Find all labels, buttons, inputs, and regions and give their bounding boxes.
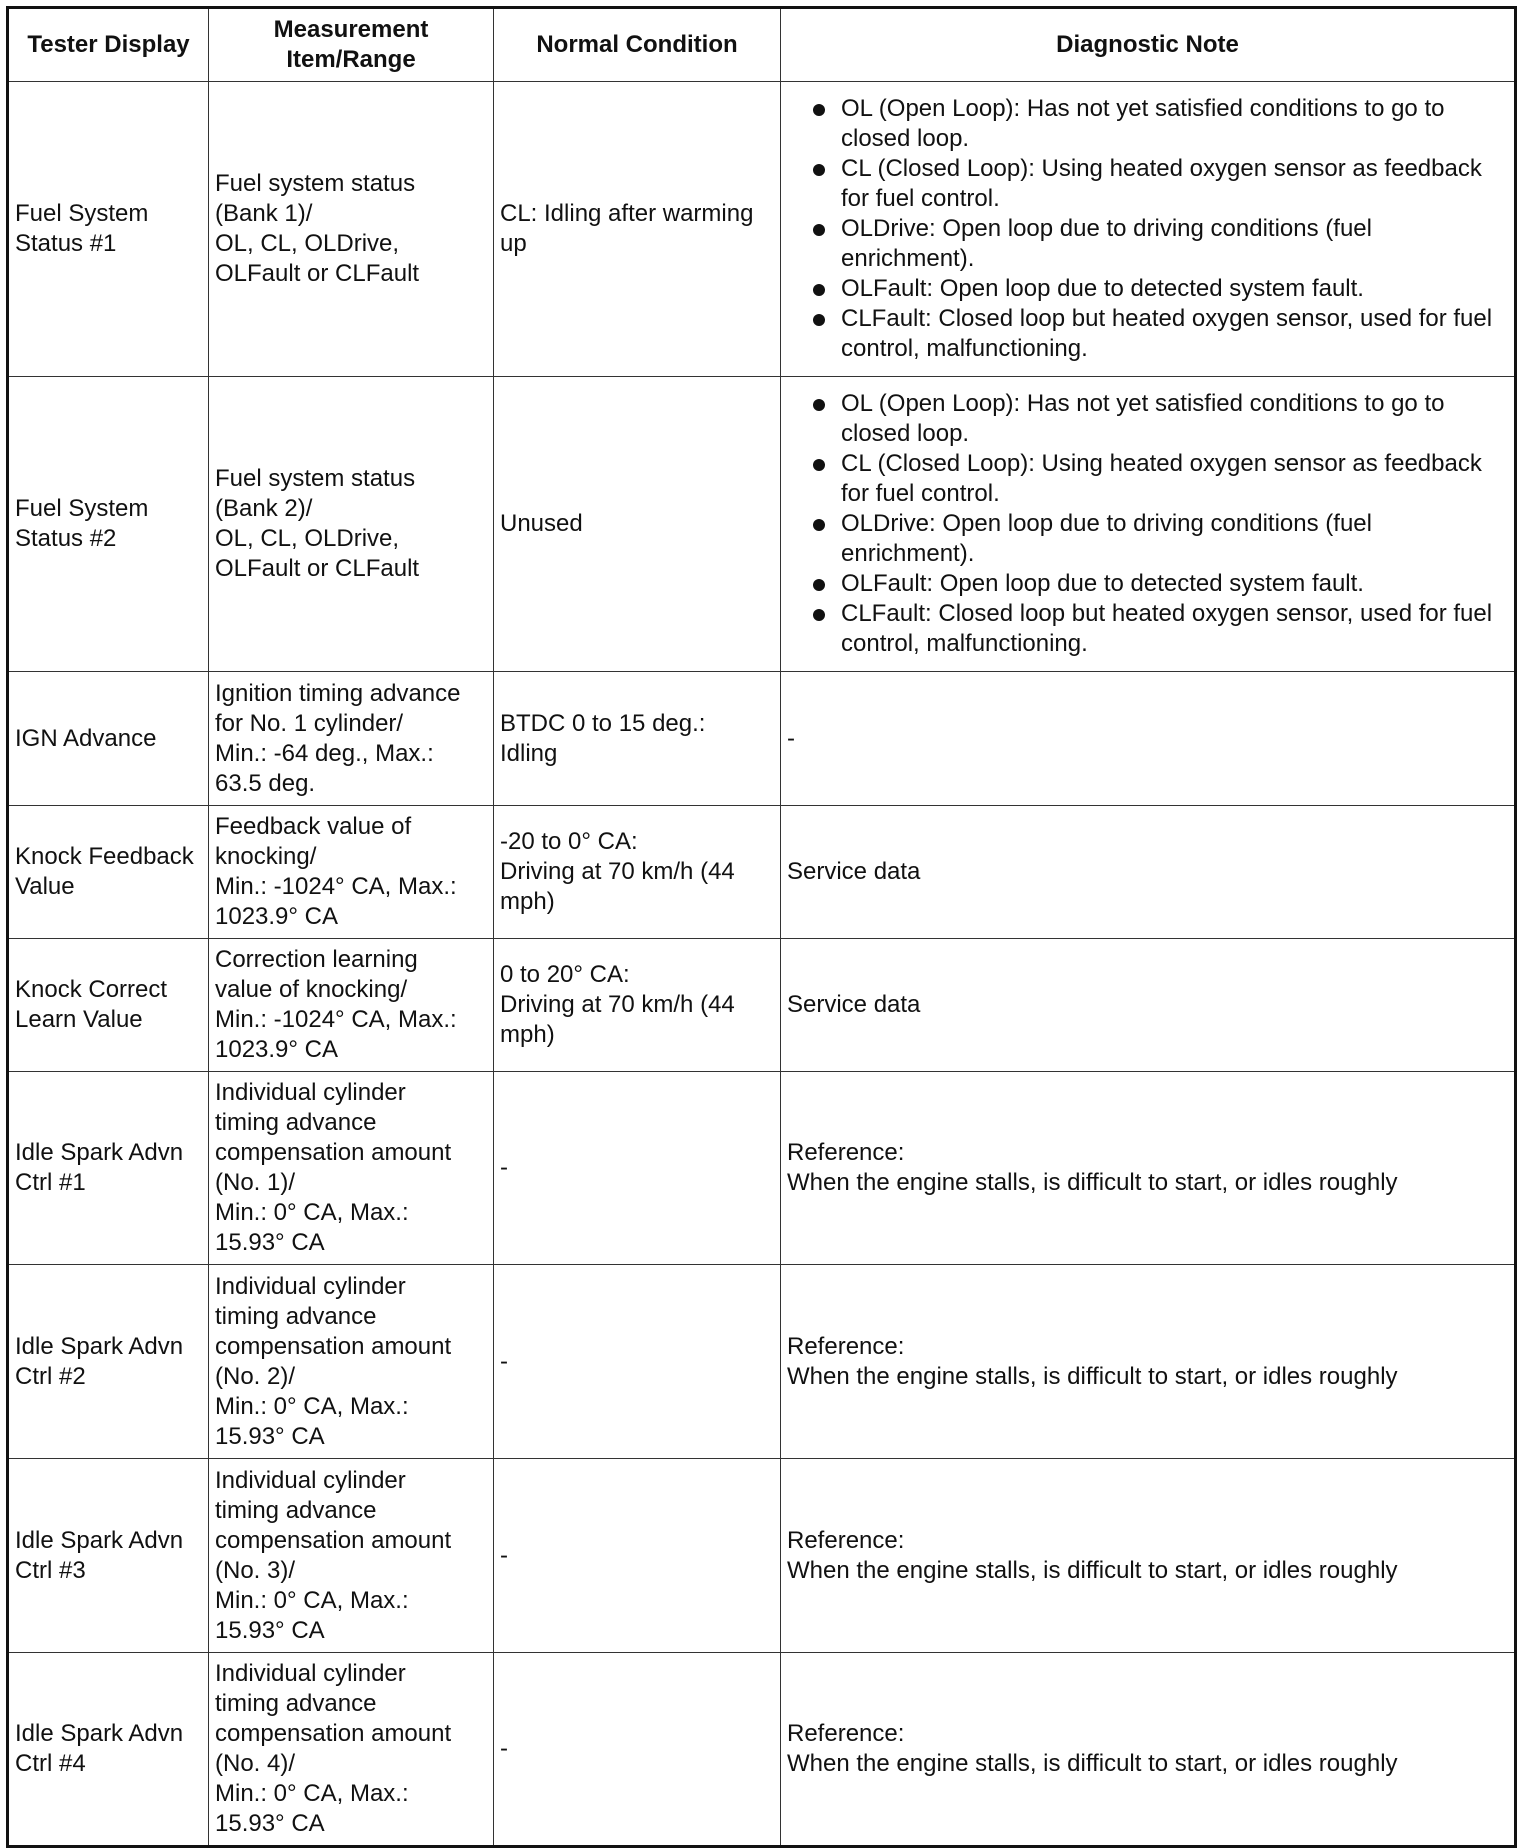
diagnostic-note-cell [781, 1072, 1516, 1265]
measurement-cell [209, 377, 494, 672]
table-row [8, 1072, 1516, 1265]
measurement-cell-line: Min.: 0° CA, Max.: [215, 1586, 409, 1614]
header-measurement [209, 8, 494, 82]
diagnostic-note-cell-line: Service data [787, 858, 921, 885]
measurement-cell-line: 15.93° CA [215, 1422, 325, 1450]
normal-condition-cell-line: mph) [500, 1021, 555, 1048]
diagnostic-note-cell-line: Reference: [787, 1332, 905, 1360]
diagnostic-note-item: CLFault: Closed loop but heated oxygen sensor, used for fuel control, malfunctioning. [805, 304, 1508, 364]
diagnostic-note-cell-line: Reference: [787, 1139, 905, 1166]
measurement-cell-line: Fuel system status [215, 465, 416, 492]
measurement-cell-line: 15.93° CA [215, 1616, 325, 1644]
diagnostic-note-item: OLDrive: Open loop due to driving conditions (fuel enrichment). [805, 214, 1508, 274]
normal-condition-cell [494, 939, 781, 1072]
measurement-cell-line: (No. 4)/ [215, 1750, 296, 1777]
diagnostic-note-cell [781, 1265, 1516, 1459]
diagnostic-note-list [787, 389, 1508, 659]
tester-display-cell [8, 82, 209, 377]
diagnostic-note-item: OLFault: Open loop due to detected system fault. [805, 274, 1508, 304]
normal-condition-cell-line: - [500, 1154, 508, 1181]
measurement-cell-line: (No. 2)/ [215, 1362, 296, 1390]
measurement-cell-line: 15.93° CA [215, 1229, 325, 1256]
diagnostic-note-item: CLFault: Closed loop but heated oxygen sensor, used for fuel control, malfunctioning. [805, 599, 1508, 659]
measurement-cell-line: Individual cylinder [215, 1466, 406, 1494]
tester-display-cell-line: Learn Value [15, 1006, 143, 1033]
tester-display-cell-line: Ctrl #3 [15, 1556, 86, 1584]
tester-display-cell [8, 1265, 209, 1459]
measurement-cell [209, 1653, 494, 1847]
diagnostic-note-cell-line: Service data [787, 991, 921, 1018]
measurement-cell [209, 672, 494, 806]
diagnostic-note-cell [781, 377, 1516, 672]
measurement-cell-line: compensation amount [215, 1720, 452, 1747]
normal-condition-cell-line: -20 to 0° CA: [500, 828, 638, 855]
measurement-cell-line: knocking/ [215, 843, 317, 870]
measurement-cell-line: OL, CL, OLDrive, [215, 525, 400, 552]
measurement-cell-line: Min.: 0° CA, Max.: [215, 1392, 409, 1420]
diagnostic-note-cell-line: Reference: [787, 1720, 905, 1747]
measurement-cell [209, 1459, 494, 1653]
measurement-cell-line: (Bank 1)/ [215, 200, 313, 227]
header-measurement-line2: Item/Range [286, 46, 416, 73]
diagnostic-note-cell [781, 939, 1516, 1072]
normal-condition-cell [494, 1653, 781, 1847]
measurement-cell-line: Min.: -1024° CA, Max.: [215, 1006, 457, 1033]
measurement-cell-line: Min.: -1024° CA, Max.: [215, 873, 457, 900]
normal-condition-cell-line: BTDC 0 to 15 deg.: [500, 709, 706, 737]
diagnostic-note-item: OL (Open Loop): Has not yet satisfied conditions to go to closed loop. [805, 389, 1508, 449]
normal-condition-cell-line: Driving at 70 km/h (44 [500, 858, 735, 885]
measurement-cell-line: 1023.9° CA [215, 1036, 339, 1063]
diagnostic-note-cell-line: When the engine stalls, is difficult to start, or idles roughly [787, 1556, 1398, 1584]
measurement-cell-line: 63.5 deg. [215, 769, 316, 797]
diagnostic-note-cell [781, 1459, 1516, 1653]
tester-display-cell-line: Status #1 [15, 230, 117, 257]
diagnostic-note-cell [781, 806, 1516, 939]
header-normal-condition: Normal Condition [494, 8, 781, 82]
tester-display-cell-line: Ctrl #4 [15, 1750, 86, 1777]
measurement-cell [209, 939, 494, 1072]
measurement-cell-line: timing advance [215, 1690, 377, 1717]
tester-display-cell-line: Ctrl #1 [15, 1169, 86, 1196]
header-measurement-line1: Measurement [273, 16, 429, 43]
measurement-cell-line: Feedback value of [215, 813, 412, 840]
normal-condition-cell-line: mph) [500, 888, 555, 915]
normal-condition-cell-line: 0 to 20° CA: [500, 961, 630, 988]
tester-display-cell [8, 672, 209, 806]
normal-condition-cell-line: - [500, 1735, 508, 1762]
diagnostic-note-item: CL (Closed Loop): Using heated oxygen sensor as feedback for fuel control. [805, 154, 1508, 214]
measurement-cell-line: timing advance [215, 1109, 377, 1136]
diagnostic-note-item: OLDrive: Open loop due to driving conditions (fuel enrichment). [805, 509, 1508, 569]
measurement-cell-line: Individual cylinder [215, 1079, 406, 1106]
measurement-cell-line: OL, CL, OLDrive, [215, 230, 400, 257]
tester-display-cell [8, 1072, 209, 1265]
measurement-cell-line: Min.: 0° CA, Max.: [215, 1780, 409, 1807]
measurement-cell-line: OLFault or CLFault [215, 555, 420, 582]
tester-display-cell [8, 1653, 209, 1847]
normal-condition-cell-line: CL: Idling after warming [500, 200, 754, 227]
measurement-cell-line: (No. 1)/ [215, 1169, 296, 1196]
header-row [8, 8, 1516, 82]
diagnostic-note-cell-line: When the engine stalls, is difficult to start, or idles roughly [787, 1169, 1398, 1196]
diagnostic-note-item: OLFault: Open loop due to detected system fault. [805, 569, 1508, 599]
measurement-cell-line: timing advance [215, 1302, 377, 1330]
table-row [8, 939, 1516, 1072]
table-row [8, 1459, 1516, 1653]
measurement-cell [209, 806, 494, 939]
measurement-cell-line: Individual cylinder [215, 1660, 406, 1687]
normal-condition-cell [494, 672, 781, 806]
measurement-cell-line: 1023.9° CA [215, 903, 339, 930]
measurement-cell-line: for No. 1 cylinder/ [215, 709, 404, 737]
header-tester-display: Tester Display [8, 8, 209, 82]
measurement-cell-line: (Bank 2)/ [215, 495, 313, 522]
normal-condition-cell-line: Idling [500, 739, 558, 767]
measurement-cell-line: compensation amount [215, 1526, 452, 1554]
normal-condition-cell [494, 377, 781, 672]
diagnostic-note-cell [781, 1653, 1516, 1847]
tester-display-cell [8, 377, 209, 672]
table-row [8, 672, 1516, 806]
tester-display-cell-line: Fuel System [15, 495, 149, 522]
table-row [8, 377, 1516, 672]
measurement-cell-line: Fuel system status [215, 170, 416, 197]
tester-display-cell-line: Knock Feedback [15, 843, 194, 870]
table-row [8, 82, 1516, 377]
diagnostic-note-cell-line: Reference: [787, 1526, 905, 1554]
measurement-cell-line: Ignition timing advance [215, 679, 461, 707]
data-list-table [6, 6, 1517, 1848]
measurement-cell [209, 82, 494, 377]
tester-display-cell [8, 939, 209, 1072]
normal-condition-cell-line: - [500, 1541, 508, 1569]
table-row [8, 1265, 1516, 1459]
diagnostic-note-item: CL (Closed Loop): Using heated oxygen sensor as feedback for fuel control. [805, 449, 1508, 509]
measurement-cell-line: compensation amount [215, 1332, 452, 1360]
tester-display-cell-line: Ctrl #2 [15, 1362, 86, 1390]
measurement-cell [209, 1265, 494, 1459]
diagnostic-note-cell-line: - [787, 724, 795, 752]
measurement-cell-line: 15.93° CA [215, 1810, 325, 1837]
measurement-cell-line: (No. 3)/ [215, 1556, 296, 1584]
normal-condition-cell-line: up [500, 230, 527, 257]
tester-display-cell-line: Value [15, 873, 75, 900]
tester-display-cell-line: Fuel System [15, 200, 149, 227]
header-diagnostic-note: Diagnostic Note [781, 8, 1516, 82]
normal-condition-cell [494, 1072, 781, 1265]
normal-condition-cell [494, 806, 781, 939]
measurement-cell [209, 1072, 494, 1265]
tester-display-cell-line: Idle Spark Advn [15, 1720, 184, 1747]
measurement-cell-line: compensation amount [215, 1139, 452, 1166]
measurement-cell-line: OLFault or CLFault [215, 260, 420, 287]
diagnostic-note-list [787, 94, 1508, 364]
diagnostic-note-cell [781, 672, 1516, 806]
table-row [8, 806, 1516, 939]
diagnostic-note-cell-line: When the engine stalls, is difficult to start, or idles roughly [787, 1362, 1398, 1390]
tester-display-cell-line: Status #2 [15, 525, 117, 552]
normal-condition-cell [494, 1265, 781, 1459]
normal-condition-cell-line: Unused [500, 510, 583, 537]
tester-display-cell [8, 806, 209, 939]
diagnostic-note-cell-line: When the engine stalls, is difficult to start, or idles roughly [787, 1750, 1398, 1777]
tester-display-cell-line: Idle Spark Advn [15, 1526, 184, 1554]
tester-display-cell-line: Knock Correct [15, 976, 168, 1003]
measurement-cell-line: Min.: -64 deg., Max.: [215, 739, 434, 767]
tester-display-cell-line: Idle Spark Advn [15, 1139, 184, 1166]
table-row [8, 1653, 1516, 1847]
diagnostic-note-item: OL (Open Loop): Has not yet satisfied conditions to go to closed loop. [805, 94, 1508, 154]
measurement-cell-line: Individual cylinder [215, 1272, 406, 1300]
normal-condition-cell-line: - [500, 1347, 508, 1375]
normal-condition-cell [494, 82, 781, 377]
normal-condition-cell-line: Driving at 70 km/h (44 [500, 991, 735, 1018]
measurement-cell-line: Correction learning [215, 946, 418, 973]
measurement-cell-line: Min.: 0° CA, Max.: [215, 1199, 409, 1226]
diagnostic-note-cell [781, 82, 1516, 377]
tester-display-cell-line: IGN Advance [15, 724, 157, 752]
measurement-cell-line: value of knocking/ [215, 976, 408, 1003]
tester-display-cell-line: Idle Spark Advn [15, 1332, 184, 1360]
tester-display-cell [8, 1459, 209, 1653]
measurement-cell-line: timing advance [215, 1496, 377, 1524]
normal-condition-cell [494, 1459, 781, 1653]
